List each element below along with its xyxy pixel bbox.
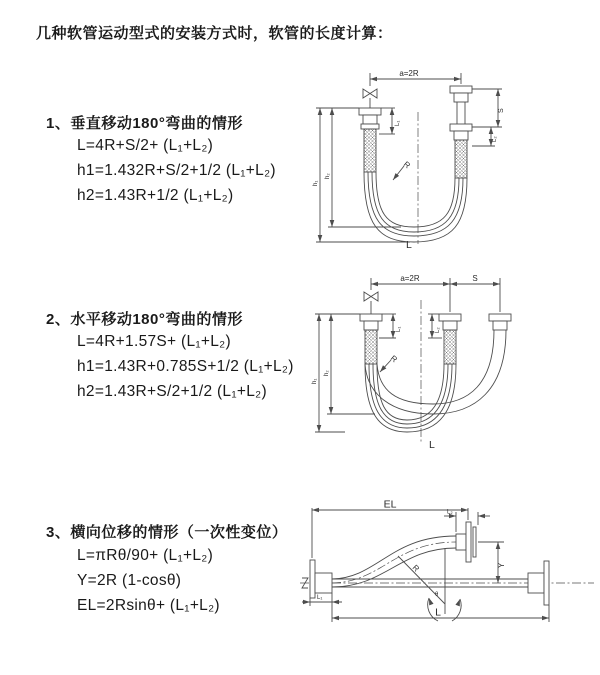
d2-dim-l1: [379, 314, 402, 338]
d1-dim-l1: [379, 108, 401, 134]
braided-hose-section: [455, 140, 467, 178]
d1-dim-s: [472, 89, 505, 127]
d1-label-r: R: [401, 159, 412, 171]
d3-dim-y: [478, 542, 506, 583]
braided-hose-section: [364, 129, 376, 172]
d3-angle-dim: [427, 592, 462, 621]
page-title: 几种软管运动型式的安装方式时，软管的长度计算：: [36, 25, 393, 42]
d1-label-a2r: a=2R: [399, 69, 419, 78]
section3-formula-Y: Y=2R (1-cosθ): [77, 572, 182, 589]
d2-dim-a2r-s: [371, 274, 500, 312]
section3-heading: 3、横向位移的情形（一次性变位）: [46, 524, 288, 541]
section1-formula-h2: h2=1.43R+1/2 (L₁+L₂): [77, 187, 234, 204]
d2-label-l: L: [429, 439, 435, 451]
braided-hose-section: [365, 330, 377, 364]
d1-dim-l2: [472, 127, 498, 146]
diagram-lateral-displacement: [298, 498, 600, 655]
d1-dim-a2r: [370, 69, 461, 86]
d2-label-r: R: [388, 353, 399, 365]
d3-left-fitting: [310, 560, 332, 598]
d3-dim-l1: [302, 593, 342, 606]
braided-hose-section: [444, 330, 456, 364]
section2-formula-h2: h2=1.43R+S/2+1/2 (L₁+L₂): [77, 383, 267, 400]
d2-label-s: S: [472, 274, 478, 283]
d3-label-l: L: [435, 606, 441, 619]
d2-left-fitting: [360, 314, 382, 364]
d2-label-h1: h₁: [312, 378, 318, 384]
d2-middle-fitting: [439, 314, 461, 364]
d1-label-h1: h₁: [313, 180, 319, 186]
d3-right-fitting: [528, 561, 549, 605]
d3-label-el: EL: [383, 498, 397, 511]
section2-heading: 2、水平移动180°弯曲的情形: [46, 311, 243, 328]
section2-formula-L: L=4R+1.57S+ (L₁+L₂): [77, 333, 231, 350]
diagram-vertical-180-bend: [306, 64, 521, 249]
d3-label-r: R: [410, 563, 421, 574]
d2-right-fitting: [489, 314, 511, 330]
d1-label-s: S: [498, 108, 505, 113]
d2-hose-ubend-wide: [365, 330, 506, 414]
d2-label-l1: L₁: [396, 326, 402, 332]
section1-formula-h1: h1=1.432R+S/2+1/2 (L₁+L₂): [77, 162, 276, 179]
d3-radius-line: [398, 548, 445, 614]
d3-label-l1: L₁: [317, 595, 323, 601]
d1-radius-leader: [391, 160, 412, 182]
valve-icon: [363, 89, 377, 108]
d2-label-h2: h₂: [324, 370, 330, 376]
diagram-horizontal-180-bend: [303, 272, 598, 452]
d1-hose-ubend: [364, 172, 467, 242]
d3-dim-l: [332, 605, 549, 622]
section2-formula-h1: h1=1.43R+0.785S+1/2 (L₁+L₂): [77, 358, 294, 375]
valve-icon: [364, 292, 378, 314]
d1-label-l: L: [406, 239, 412, 251]
d2-label-l2: L₂: [435, 327, 441, 333]
d1-label-l2: L₂: [492, 136, 498, 142]
d3-label-theta: θ: [435, 592, 439, 598]
section3-formula-EL: EL=2Rsinθ+ (L₁+L₂): [77, 597, 220, 614]
d2-radius-leader: [378, 354, 399, 374]
section3-formula-L: L=πRθ/90+ (L₁+L₂): [77, 547, 214, 564]
d2-label-a2r: a=2R: [400, 274, 420, 283]
section1-formula-L: L=4R+S/2+ (L₁+L₂): [77, 137, 214, 154]
d1-label-h2: h₂: [325, 173, 331, 179]
d1-left-fitting: [359, 108, 381, 172]
d1-label-l1: L₁: [395, 120, 401, 126]
d3-upper-flange: [456, 522, 476, 562]
section1-heading: 1、垂直移动180°弯曲的情形: [46, 115, 243, 132]
d3-label-l2: L₂: [447, 509, 453, 516]
d1-right-fitting: [450, 86, 472, 178]
d3-label-y: Y: [497, 562, 506, 568]
